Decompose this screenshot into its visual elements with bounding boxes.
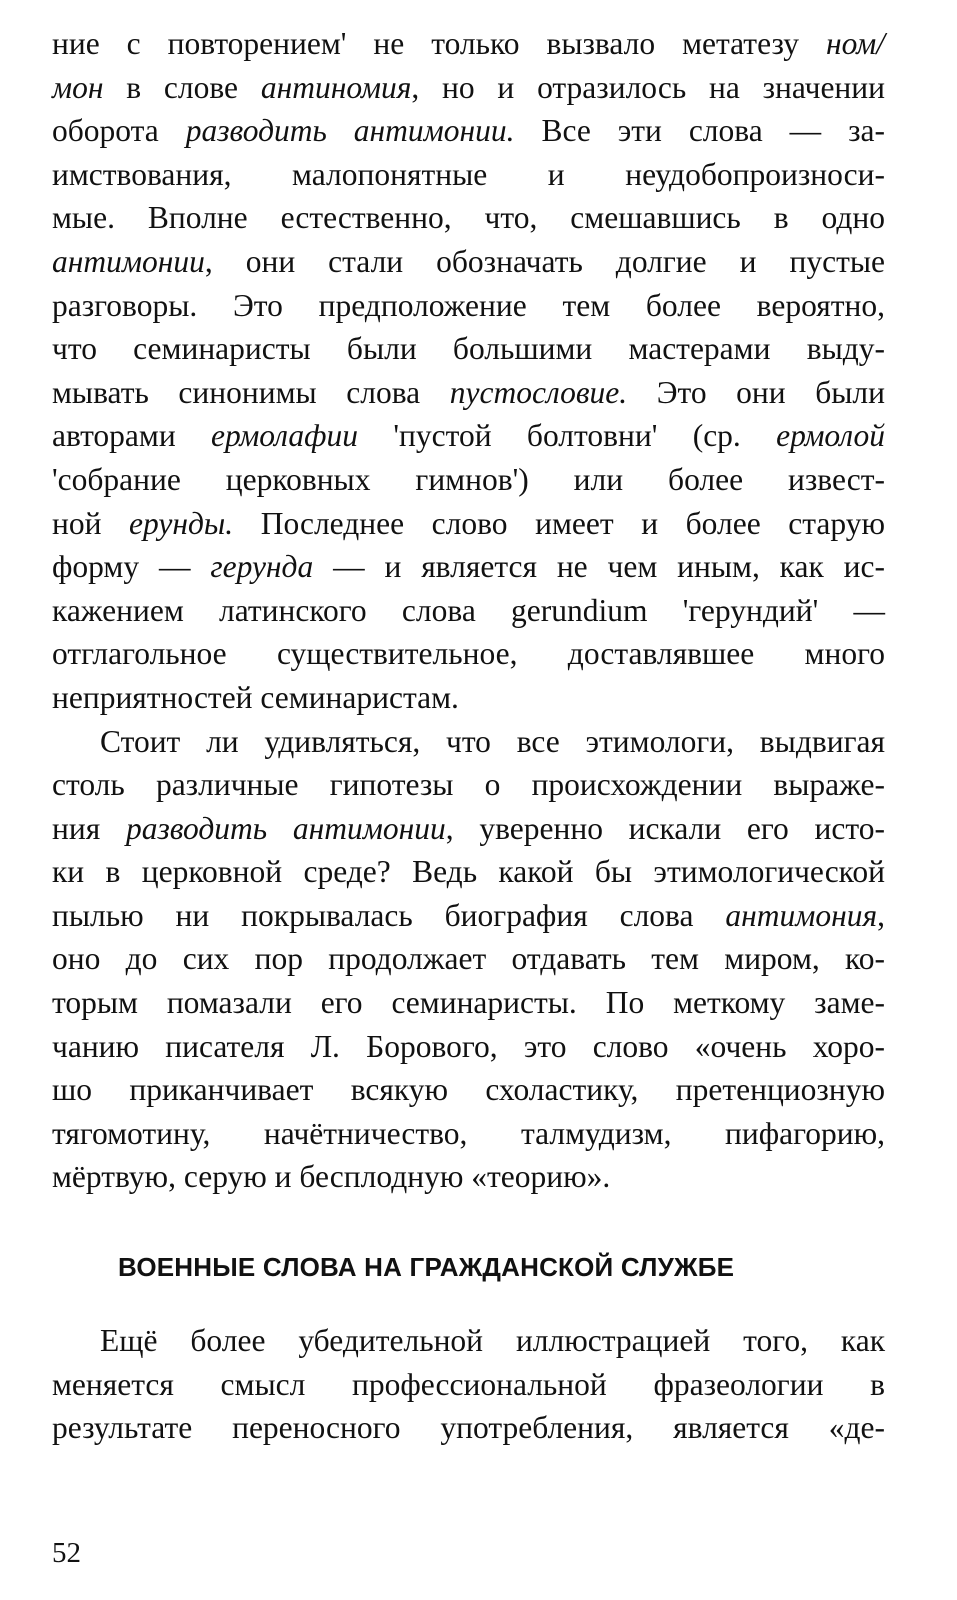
text-line: ной ерунды. Последнее слово имеет и более старую xyxy=(52,505,885,541)
text-line: тягомотину, начётничество, талмудизм, пифагорию, xyxy=(52,1115,885,1151)
italic-term: ермолой xyxy=(776,418,886,454)
text-line: столь различные гипотезы о происхождении выраже- xyxy=(52,767,885,803)
text-line: мон в слове антиномия, но и отразилось на значении xyxy=(52,69,885,105)
text-line: чанию писателя Л. Борового, это слово «очень хоро- xyxy=(52,1028,885,1064)
text-line: ние с повторением' не только вызвало метатезу ном/ xyxy=(52,26,885,61)
text-line: авторами ермолафии 'пустой болтовни' (ср. ермолой xyxy=(52,418,886,454)
italic-term: антимония xyxy=(725,897,878,933)
italic-term: антиномия xyxy=(260,69,412,105)
italic-term: разводить антимонии. xyxy=(185,113,515,149)
text-line: Ещё более убедительной иллюстрацией того, как xyxy=(100,1323,885,1359)
text-line: имствования, малопонятные и неудобопроизноси- xyxy=(52,156,885,192)
text-line: шо приканчивает всякую схоластику, претенциозную xyxy=(52,1072,885,1108)
page-number: 52 xyxy=(52,1537,81,1569)
text-line: пылью ни покрывалась биография слова антимония, xyxy=(52,897,885,933)
italic-term: ном/ xyxy=(825,26,885,61)
italic-term: разводить антимонии xyxy=(125,810,446,846)
text-line: Стоит ли удивляться, что все этимологи, выдвигая xyxy=(100,723,885,759)
text-line: меняется смысл профессиональной фразеологии в xyxy=(52,1366,885,1402)
italic-term: ерунды. xyxy=(129,505,234,541)
text-line: что семинаристы были большими мастерами выду- xyxy=(52,331,885,367)
text-line: 'собрание церковных гимнов') или более извест- xyxy=(52,461,885,497)
text-line: мые. Вполне естественно, что, смешавшись в одно xyxy=(52,200,885,236)
italic-term: пустословие. xyxy=(449,374,628,410)
text-line: разговоры. Это предположение тем более вероятно, xyxy=(52,287,885,323)
text-line: ки в церковной среде? Ведь какой бы этимологической xyxy=(52,854,885,890)
text-line: ния разводить антимонии, уверенно искали его исто- xyxy=(52,810,885,846)
page-body xyxy=(52,22,885,1450)
text-line: оборота разводить антимонии. Все эти слова — за- xyxy=(52,113,885,149)
text-line: оно до сих пор продолжает отдавать тем миром, ко- xyxy=(52,941,885,977)
paragraph-1 xyxy=(52,22,885,720)
text-line: отглагольное существительное, доставлявшее много xyxy=(52,636,885,672)
text-line: форму — герунда — и является не чем иным, как ис- xyxy=(52,549,885,585)
text-line: неприятностей семинаристам. xyxy=(52,679,459,715)
section-heading: ВОЕННЫЕ СЛОВА НА ГРАЖДАНСКОЙ СЛУЖБЕ xyxy=(118,1252,735,1283)
italic-term: герунда xyxy=(210,549,314,585)
paragraph-2 xyxy=(52,720,885,1200)
text-line: мёртвую, серую и бесплодную «теорию». xyxy=(52,1159,611,1195)
italic-term: мон xyxy=(52,69,104,105)
paragraph-3 xyxy=(52,1319,885,1450)
text-line: результате переносного употребления, является «де- xyxy=(52,1410,885,1446)
italic-term: ермолафии xyxy=(211,418,359,454)
italic-term: антимонии xyxy=(52,243,205,279)
text-line: мывать синонимы слова пустословие. Это они были xyxy=(52,374,885,410)
text-line: кажением латинского слова gerundium 'герундий' — xyxy=(52,592,885,628)
text-line: торым помазали его семинаристы. По меткому заме- xyxy=(52,985,885,1021)
text-line: антимонии, они стали обозначать долгие и пустые xyxy=(52,243,885,279)
